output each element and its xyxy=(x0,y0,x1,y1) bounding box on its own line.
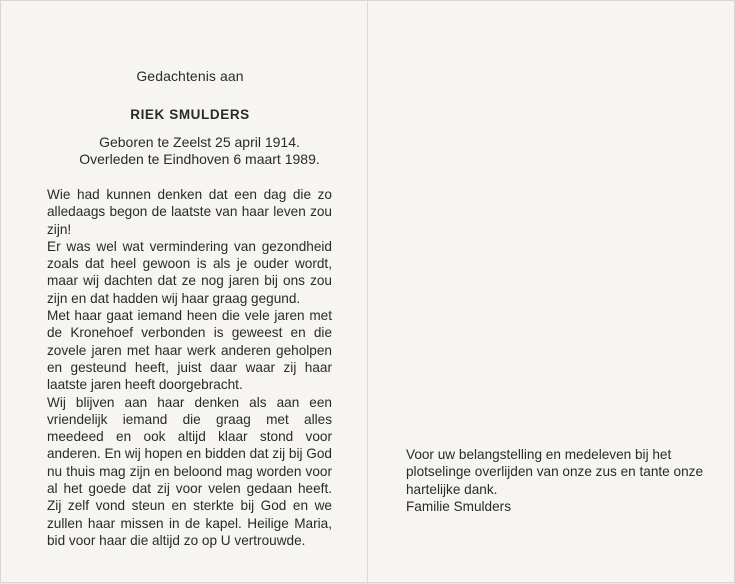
right-page xyxy=(406,446,711,515)
paragraph: Wij blijven aan haar denken als aan een vriendelijk iemand die graag met alles meedeed en ook altijd klaar stond voor anderen. En wij hopen en bidden dat zij bij God nu thuis mag zijn en beloond mag worden voor al het goede dat zij voor velen gedaan heeft. Zij zelf vond steun en sterkte bij God en we zullen haar missen in de kapel. Heilige Maria, bid voor haar die altijd zo op U vertrouwde. xyxy=(47,394,332,548)
greeting: Gedachtenis aan xyxy=(136,68,244,84)
death-line: Overleden te Eindhoven 6 maart 1989. xyxy=(79,151,320,167)
life-dates xyxy=(67,134,332,168)
paragraph: Wie had kunnen denken dat een dag die zo alledaags begon de laatste van haar leven zou zijn! xyxy=(47,187,332,237)
left-page xyxy=(47,67,332,549)
deceased-name: RIEK SMULDERS xyxy=(130,107,250,122)
card-fold xyxy=(367,1,368,584)
thanks-message: Voor uw belangstelling en medeleven bij het plotselinge overlijden van onze zus en tante onze hartelijke dank. xyxy=(406,447,703,497)
memorial-text xyxy=(47,186,332,549)
paragraph: Met haar gaat iemand heen die vele jaren met de Kronehoef verbonden is geweest en die zovele jaren met haar werk anderen geholpen en gesteund heeft, juist daar waar zij haar laatste jaren heeft doorgebracht. xyxy=(47,308,332,393)
birth-line: Geboren te Zeelst 25 april 1914. xyxy=(99,134,300,150)
family-signature: Familie Smulders xyxy=(406,498,511,514)
paragraph: Er was wel wat vermindering van gezondheid zoals dat heel gewoon is als je ouder wordt, maar wij dachten dat ze nog jaren bij ons zou zijn en dat hadden wij haar graag gegund. xyxy=(47,238,332,306)
